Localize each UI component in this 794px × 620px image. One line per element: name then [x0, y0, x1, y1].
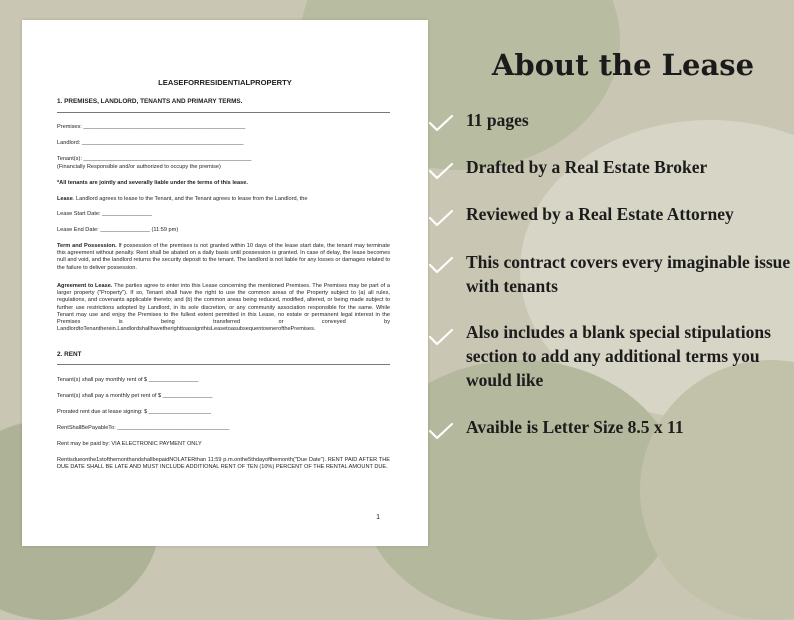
- page-number: 1: [376, 514, 380, 521]
- check-icon: [427, 112, 455, 134]
- lease-end-date: Lease End Date: ________________ (11:59 pm): [57, 227, 179, 233]
- lease-document-page: [22, 20, 428, 546]
- agreement-text: The parties agree to enter into this Lease concerning the mentioned Premises. The Premises may be part of a larger property ("Property"). If so, Tenant shall have the right to use the common areas of the Property subject to (a) all rules, regulations, and covenants applicable thereto; and (b) the common areas being reduced, modified, altered, or being made subject to further use restrictions adopted by Landlord, in its sole discretion, or any community association responsible for the same. While Tenant may use and enjoy the Premises to the fullest extent permitted in this Lease, no estate or permanent legal interest in the Premises is being transferred or conveyed by LandlordtoTenantherein.LandlordshallhavetherighttoassignthisLeasetoasubsequentownerofthePremises.: [57, 283, 390, 333]
- tenants-note: (Financially Responsible and/or authorized to occupy the premise): [57, 164, 221, 170]
- check-icon: [427, 207, 455, 229]
- check-icon: [427, 420, 455, 442]
- premises-line: Premises: ____________________________________________________: [57, 124, 246, 130]
- pet-rent-line: Tenant(s) shall pay a monthly pet rent of $ ________________: [57, 393, 213, 399]
- rent-due-clause: Rentisdueonthe1stofthemonthandshallbepaidNOLATERthan 11:59 p.m.onthe5thdayofthemonth("Due Date"). RENT PAID AFTER THE DUE DATE SHALL BE LATE AND MUST INCLUDE ADDITIONAL RENT OF TEN (10%) PERCENT OF THE RENTAL AMOUNT DUE.: [57, 457, 390, 471]
- check-icon: [427, 160, 455, 182]
- feature-item: This contract covers every imaginable issue with tenants: [466, 252, 791, 296]
- check-icon: [427, 254, 455, 276]
- panel-title: About the Lease: [491, 48, 755, 82]
- check-icon: [427, 326, 455, 348]
- feature-item: Reviewed by a Real Estate Attorney: [466, 204, 734, 224]
- document-title: LEASEFORRESIDENTIALPROPERTY: [158, 78, 292, 87]
- feature-item: Also includes a blank special stipulations section to add any additional terms you would like: [466, 322, 771, 390]
- lease-text: . Landlord agrees to lease to the Tenant, and the Tenant agrees to lease from the Landlord, the: [72, 196, 308, 202]
- feature-item: Drafted by a Real Estate Broker: [466, 157, 708, 177]
- feature-item: Avaible is Letter Size 8.5 x 11: [466, 417, 684, 437]
- section-2-heading: 2. RENT: [57, 351, 82, 358]
- agreement-label: Agreement to Lease.: [57, 283, 113, 289]
- prorated-rent-line: Prorated rent due at lease signing: $ ____________________: [57, 409, 211, 415]
- divider: [57, 112, 390, 113]
- lease-label: Lease: [57, 196, 73, 202]
- lease-clause: [57, 196, 390, 203]
- monthly-rent-line: Tenant(s) shall pay monthly rent of $ ________________: [57, 377, 199, 383]
- lease-start-date: Lease Start Date: ________________: [57, 211, 152, 217]
- section-1-heading: 1. PREMISES, LANDLORD, TENANTS AND PRIMARY TERMS.: [57, 98, 243, 105]
- divider: [57, 364, 390, 365]
- landlord-line: Landlord: ____________________________________________________: [57, 140, 244, 146]
- joint-liability-note: *All tenants are jointly and severally liable under the terms of this lease.: [57, 180, 248, 186]
- term-label: Term and Possession.: [57, 243, 117, 249]
- term-text: If possession of the premises is not granted within 10 days of the lease start date, the tenant may terminate this agreement without penalty. Rent shall be abated on a daily basis until possession is granted. In case of delay, the lease becomes null and void, and the landlord returns the security deposit to the tenant. The landlord is not liable for any losses or damages related to the failure to deliver possession.: [57, 243, 390, 271]
- payment-method-line: Rent may be paid by: VIA ELECTRONIC PAYMENT ONLY: [57, 441, 202, 447]
- tenants-line: Tenant(s): ______________________________________________________: [57, 156, 252, 162]
- payable-to-line: RentShallBePayableTo: ____________________________________: [57, 425, 230, 431]
- feature-item: 11 pages: [466, 110, 529, 130]
- agreement-to-lease-clause: [57, 283, 390, 333]
- term-and-possession-clause: [57, 243, 390, 272]
